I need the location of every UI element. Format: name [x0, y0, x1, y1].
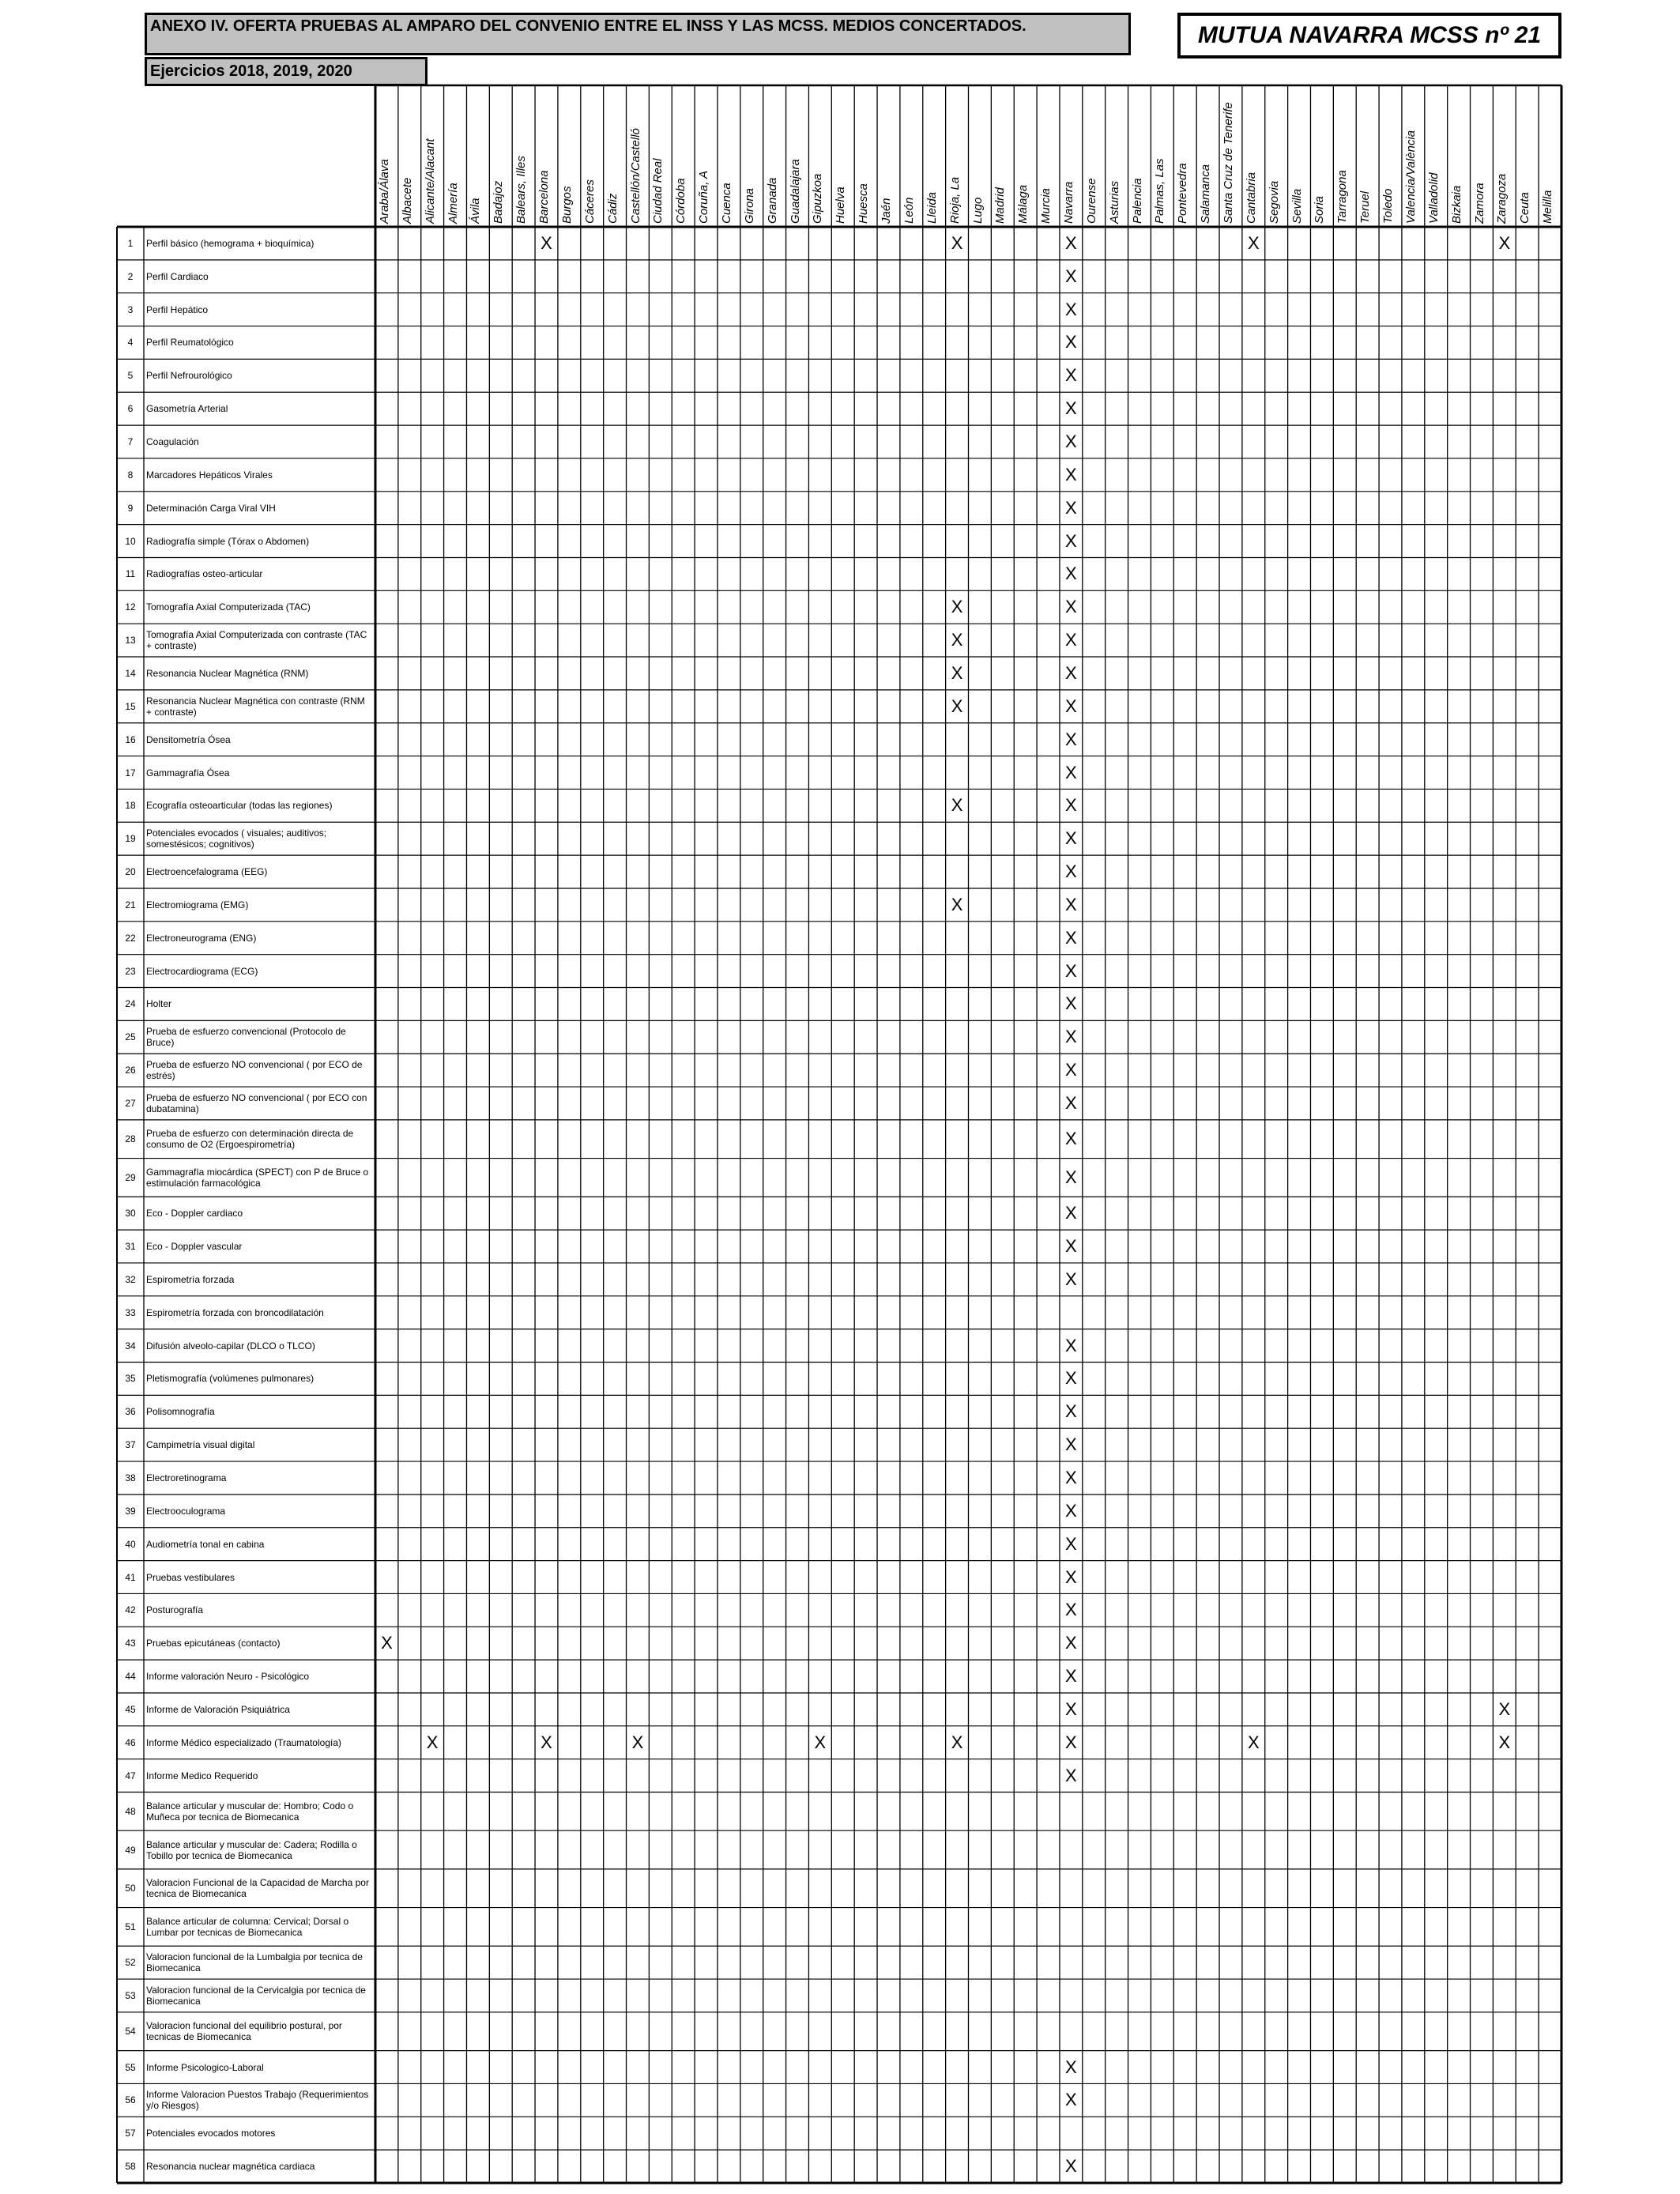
- row-number: 4: [127, 337, 134, 349]
- offer-mark: X: [1065, 662, 1077, 683]
- row-number: 9: [127, 502, 134, 514]
- column-header: Ourense: [1084, 178, 1098, 224]
- row-number: 24: [125, 998, 136, 1010]
- row-number: 43: [125, 1638, 136, 1649]
- offer-mark: X: [951, 630, 963, 650]
- row-label: Electrocardiograma (ECG): [146, 965, 258, 977]
- row-label: Campimetría visual digital: [146, 1439, 255, 1451]
- row-number: 48: [125, 1805, 136, 1817]
- row-label: Informe Valoracion Puestos Trabajo (Requerimientos y/o Riesgos): [146, 2089, 369, 2112]
- offer-mark: X: [1065, 1732, 1077, 1752]
- row-label: Resonancia Nuclear Magnética con contraste (RNM + contraste): [146, 695, 365, 718]
- offer-mark: X: [951, 232, 963, 253]
- row-number: 29: [125, 1171, 136, 1183]
- column-header: Asturias: [1107, 180, 1121, 224]
- column-header: Cuenca: [719, 183, 733, 224]
- row-label: Gasometría Arterial: [146, 403, 228, 415]
- row-number: 3: [127, 303, 134, 315]
- row-label: Determinación Carga Viral VIH: [146, 502, 276, 514]
- offer-mark: X: [1065, 2090, 1077, 2110]
- offer-mark: X: [1065, 1566, 1077, 1587]
- offer-mark: X: [426, 1732, 439, 1752]
- offer-mark: X: [1065, 232, 1077, 253]
- column-header: Albacete: [400, 177, 414, 224]
- offer-mark: X: [1498, 1698, 1511, 1719]
- offer-mark: X: [1065, 960, 1077, 981]
- row-number: 8: [127, 469, 134, 481]
- row-number: 52: [125, 1957, 136, 1969]
- offer-mark: X: [951, 894, 963, 914]
- row-label: Coagulación: [146, 436, 199, 447]
- offer-mark: X: [1065, 894, 1077, 914]
- offer-mark: X: [1065, 1533, 1077, 1554]
- column-header: Cádiz: [605, 193, 620, 224]
- row-label: Informe de Valoración Psiquiátrica: [146, 1703, 290, 1715]
- column-header: Zaragoza: [1495, 173, 1509, 224]
- row-label: Prueba de esfuerzo NO convencional ( por ECO con dubatamina): [146, 1091, 367, 1114]
- row-number: 53: [125, 1990, 136, 2001]
- row-number: 2: [127, 270, 134, 282]
- offer-mark: X: [951, 662, 963, 683]
- offer-mark: X: [1065, 1129, 1077, 1149]
- row-label: Audiometría tonal en cabina: [146, 1538, 265, 1550]
- offer-mark: X: [951, 597, 963, 617]
- row-label: Espirometría forzada: [146, 1273, 235, 1285]
- row-label: Valoracion Funcional de la Capacidad de Marcha por tecnica de Biomecanica: [146, 1877, 369, 1900]
- column-header: Castellón/Castelló: [628, 128, 642, 224]
- row-label: Ecografía osteoarticular (todas las regiones): [146, 800, 333, 812]
- offer-mark: X: [1065, 432, 1077, 451]
- row-label: Valoracion funcional de la Lumbalgia por tecnica de Biomecanica: [146, 1951, 363, 1974]
- offer-mark: X: [1065, 2156, 1077, 2177]
- row-number: 21: [125, 899, 136, 910]
- row-label: Informe Médico especializado (Traumatología): [146, 1736, 342, 1748]
- row-number: 58: [125, 2161, 136, 2173]
- row-number: 5: [127, 370, 134, 382]
- column-header: Ciudad Real: [651, 158, 665, 224]
- offer-mark: X: [631, 1732, 644, 1752]
- offer-mark: X: [541, 1732, 552, 1752]
- row-label: Gammagrafía miocárdica (SPECT) con P de Bruce o estimulación farmacológica: [146, 1166, 369, 1189]
- row-number: 38: [125, 1472, 136, 1483]
- offer-mark: X: [1065, 1060, 1077, 1080]
- row-label: Electroneurograma (ENG): [146, 932, 257, 944]
- offer-mark: X: [1065, 1467, 1077, 1487]
- row-label: Perfil Reumatológico: [146, 337, 234, 349]
- row-label: Perfil Hepático: [146, 303, 209, 315]
- row-number: 47: [125, 1770, 136, 1781]
- column-header: Navarra: [1061, 181, 1075, 224]
- offer-mark: X: [1065, 1401, 1077, 1422]
- row-label: Eco - Doppler cardiaco: [146, 1208, 243, 1220]
- column-header: Burgos: [559, 186, 574, 224]
- column-header: Balears, Illes: [514, 156, 529, 224]
- offer-mark: X: [951, 696, 963, 716]
- row-label: Prueba de esfuerzo convencional (Protocolo de Bruce): [146, 1026, 346, 1049]
- row-number: 25: [125, 1031, 136, 1043]
- column-header: Cantabria: [1244, 172, 1258, 224]
- row-number: 57: [125, 2128, 136, 2139]
- offer-mark: X: [814, 1732, 827, 1752]
- row-number: 26: [125, 1065, 136, 1076]
- row-number: 40: [125, 1538, 136, 1550]
- offer-mark: X: [1065, 299, 1077, 319]
- row-number: 39: [125, 1505, 136, 1517]
- column-header: Jaén: [880, 198, 894, 224]
- row-label: Perfil Nefrourológico: [146, 370, 232, 382]
- offer-mark: X: [1065, 564, 1077, 584]
- offer-mark: X: [1065, 1092, 1077, 1113]
- row-label: Electroretinograma: [146, 1472, 227, 1483]
- row-number: 54: [125, 2026, 136, 2038]
- column-header: Lleida: [925, 191, 939, 224]
- offer-mark: X: [1065, 597, 1077, 617]
- column-header: Gipuzkoa: [811, 173, 825, 224]
- row-number: 16: [125, 733, 136, 745]
- row-number: 28: [125, 1133, 136, 1145]
- column-header: Alicante/Alacant: [423, 138, 437, 224]
- row-label: Electrooculograma: [146, 1505, 226, 1517]
- row-label: Densitometría Ósea: [146, 733, 231, 745]
- row-number: 44: [125, 1671, 136, 1683]
- row-label: Informe Medico Requerido: [146, 1770, 258, 1781]
- row-label: Balance articular de columna: Cervical; Dorsal o Lumbar por tecnicas de Biomecanica: [146, 1915, 349, 1938]
- offer-mark: X: [1247, 1732, 1260, 1752]
- row-label: Polisomnografía: [146, 1406, 215, 1418]
- row-number: 32: [125, 1273, 136, 1285]
- column-header: Huelva: [834, 187, 848, 224]
- row-number: 55: [125, 2061, 136, 2073]
- row-number: 10: [125, 535, 136, 547]
- column-header: Córdoba: [674, 178, 688, 224]
- offer-mark: X: [1065, 1765, 1077, 1785]
- column-header: Segovia: [1267, 180, 1281, 224]
- offer-mark: X: [1065, 1698, 1077, 1719]
- column-header: Lugo: [970, 197, 985, 224]
- offer-mark: X: [1065, 332, 1077, 352]
- row-number: 31: [125, 1241, 136, 1253]
- column-header: Pontevedra: [1176, 163, 1190, 224]
- column-header: Girona: [742, 187, 756, 224]
- column-header: Tarragona: [1335, 170, 1350, 224]
- offer-mark: X: [1065, 1236, 1077, 1257]
- row-label: Pletismografía (volúmenes pulmonares): [146, 1373, 315, 1385]
- row-label: Tomografía Axial Computerizada con contraste (TAC + contraste): [146, 629, 367, 652]
- column-header: Murcia: [1039, 187, 1053, 224]
- row-label: Pruebas vestibulares: [146, 1571, 235, 1583]
- document-title: ANEXO IV. OFERTA PRUEBAS AL AMPARO DEL CONVENIO ENTRE EL INSS Y LAS MCSS. MEDIOS CONCERTADOS.: [145, 13, 1131, 55]
- column-header: Huesca: [857, 183, 871, 224]
- row-number: 41: [125, 1571, 136, 1583]
- column-header: Badajoz: [492, 180, 506, 224]
- offer-mark: X: [1065, 266, 1077, 286]
- row-number: 50: [125, 1883, 136, 1894]
- row-number: 46: [125, 1736, 136, 1748]
- column-header: Cáceres: [582, 179, 597, 224]
- row-number: 13: [125, 635, 136, 647]
- offer-mark: X: [1065, 696, 1077, 716]
- row-label: Tomografía Axial Computerizada (TAC): [146, 601, 311, 613]
- row-label: Valoracion funcional del equilibrio postural, por tecnicas de Biomecanica: [146, 2020, 342, 2043]
- mutua-name-box: MUTUA NAVARRA MCSS nº 21: [1177, 13, 1561, 58]
- offer-mark: X: [1065, 1500, 1077, 1521]
- offer-mark: X: [1065, 1203, 1077, 1223]
- row-number: 56: [125, 2094, 136, 2106]
- offer-mark: X: [1065, 1434, 1077, 1455]
- row-label: Prueba de esfuerzo NO convencional ( por ECO de estrés): [146, 1059, 363, 1082]
- row-number: 18: [125, 800, 136, 812]
- row-number: 7: [127, 436, 134, 447]
- column-header: Palmas, Las: [1153, 158, 1167, 224]
- row-number: 35: [125, 1373, 136, 1385]
- row-number: 33: [125, 1306, 136, 1318]
- offer-mark: X: [1065, 398, 1077, 419]
- row-label: Radiografía simple (Tórax o Abdomen): [146, 535, 310, 547]
- column-header: Valencia/València: [1403, 130, 1418, 224]
- row-label: Valoracion funcional de la Cervicalgia por tecnica de Biomecanica: [146, 1985, 366, 2007]
- column-header: Coruña, A: [697, 171, 711, 224]
- row-number: 34: [125, 1340, 136, 1351]
- row-label: Electromiograma (EMG): [146, 899, 249, 910]
- row-label: Difusión alveolo-capilar (DLCO o TLCO): [146, 1340, 315, 1351]
- column-header: Zamora: [1472, 183, 1486, 224]
- column-header: Málaga: [1016, 184, 1030, 224]
- row-number: 1: [127, 237, 134, 249]
- row-label: Perfil Cardiaco: [146, 270, 209, 282]
- column-header: Almería: [446, 183, 460, 224]
- offer-mark: X: [1065, 861, 1077, 882]
- row-label: Gammagrafía Ósea: [146, 767, 230, 778]
- column-header: Bizkaia: [1449, 185, 1463, 224]
- column-header: Rioja, La: [947, 176, 962, 224]
- column-header: Teruel: [1358, 190, 1373, 224]
- row-number: 37: [125, 1439, 136, 1451]
- row-label: Potenciales evocados ( visuales; auditivos; somestésicos; cognitivos): [146, 827, 327, 850]
- row-label: Informe valoración Neuro - Psicológico: [146, 1671, 310, 1683]
- row-label: Potenciales evocados motores: [146, 2128, 276, 2139]
- offer-mark: X: [1065, 1600, 1077, 1620]
- column-header: Toledo: [1381, 188, 1396, 224]
- offer-mark: X: [1065, 1269, 1077, 1289]
- offer-mark: X: [951, 1732, 963, 1752]
- row-label: Resonancia nuclear magnética cardiaca: [146, 2161, 315, 2173]
- row-number: 23: [125, 965, 136, 977]
- row-label: Holter: [146, 998, 172, 1010]
- document-subtitle: Ejercicios 2018, 2019, 2020: [145, 57, 428, 86]
- offer-mark: X: [1065, 1167, 1077, 1187]
- column-header: Santa Cruz de Tenerife: [1222, 102, 1236, 224]
- column-header: Melilla: [1541, 190, 1555, 224]
- row-label: Balance articular y muscular de: Cadera; Rodilla o Tobillo por tecnica de Biomecanica: [146, 1838, 357, 1861]
- row-label: Marcadores Hepáticos Virales: [146, 469, 273, 481]
- offer-mark: X: [951, 795, 963, 816]
- offer-mark: X: [1065, 762, 1077, 782]
- row-label: Electroencefalograma (EEG): [146, 866, 268, 878]
- offer-mark: X: [1498, 1732, 1511, 1752]
- offer-mark: X: [1498, 232, 1511, 253]
- offer-mark: X: [1065, 828, 1077, 849]
- row-number: 6: [127, 403, 134, 415]
- offer-mark: X: [1065, 630, 1077, 650]
- column-header: Araba/Álava: [378, 159, 391, 224]
- row-number: 36: [125, 1406, 136, 1418]
- row-number: 15: [125, 700, 136, 712]
- row-number: 17: [125, 767, 136, 778]
- row-number: 19: [125, 833, 136, 845]
- offer-mark: X: [1065, 1368, 1077, 1389]
- row-number: 27: [125, 1097, 136, 1109]
- column-header: Ávila: [469, 198, 483, 224]
- row-number: 11: [125, 568, 136, 580]
- offer-mark: X: [1065, 2056, 1077, 2077]
- row-label: Balance articular y muscular de: Hombro; Codo o Muñeca por tecnica de Biomecanica: [146, 1800, 354, 1823]
- column-header: León: [902, 197, 916, 224]
- column-header: Ceuta: [1518, 191, 1532, 224]
- row-label: Eco - Doppler vascular: [146, 1241, 243, 1253]
- row-label: Espirometría forzada con broncodilatación: [146, 1306, 324, 1318]
- column-header: Guadalajara: [788, 159, 802, 224]
- offer-mark: X: [1065, 1335, 1077, 1355]
- row-number: 49: [125, 1844, 136, 1856]
- row-number: 42: [125, 1604, 136, 1616]
- column-header: Palencia: [1130, 178, 1144, 224]
- offer-mark: X: [1065, 497, 1077, 518]
- offer-mark: X: [541, 232, 552, 253]
- offer-mark: X: [1065, 927, 1077, 948]
- column-header: Salamanca: [1199, 164, 1213, 224]
- row-label: Pruebas epicutáneas (contacto): [146, 1638, 281, 1649]
- column-header: Madrid: [993, 187, 1008, 224]
- row-label: Perfil básico (hemograma + bioquímica): [146, 237, 315, 249]
- offer-mark: X: [1065, 1027, 1077, 1047]
- offer-mark: X: [1065, 993, 1077, 1014]
- row-number: 45: [125, 1703, 136, 1715]
- offer-mark: X: [381, 1633, 393, 1653]
- column-header: Granada: [765, 177, 779, 224]
- offer-mark: X: [1065, 464, 1077, 484]
- offer-mark: X: [1065, 1666, 1077, 1687]
- offer-mark: X: [1065, 729, 1077, 749]
- row-number: 22: [125, 932, 136, 944]
- column-header: Sevilla: [1290, 188, 1304, 224]
- offer-mark: X: [1065, 530, 1077, 551]
- row-label: Resonancia Nuclear Magnética (RNM): [146, 667, 309, 679]
- row-label: Radiografías osteo-articular: [146, 568, 263, 580]
- offer-mark: X: [1065, 1633, 1077, 1653]
- row-number: 12: [125, 601, 136, 613]
- column-header: Barcelona: [537, 170, 552, 224]
- offer-mark: X: [1065, 795, 1077, 816]
- row-label: Informe Psicologico-Laboral: [146, 2061, 264, 2073]
- row-number: 30: [125, 1208, 136, 1220]
- row-label: Prueba de esfuerzo con determinación directa de consumo de O2 (Ergoespirometría): [146, 1128, 354, 1151]
- row-number: 14: [125, 667, 136, 679]
- row-number: 51: [125, 1921, 136, 1932]
- offer-mark: X: [1065, 365, 1077, 386]
- column-header: Soria: [1313, 195, 1327, 224]
- row-number: 20: [125, 866, 136, 878]
- column-header: Valladolid: [1426, 172, 1441, 224]
- offer-mark: X: [1247, 232, 1260, 253]
- row-label: Posturografía: [146, 1604, 204, 1616]
